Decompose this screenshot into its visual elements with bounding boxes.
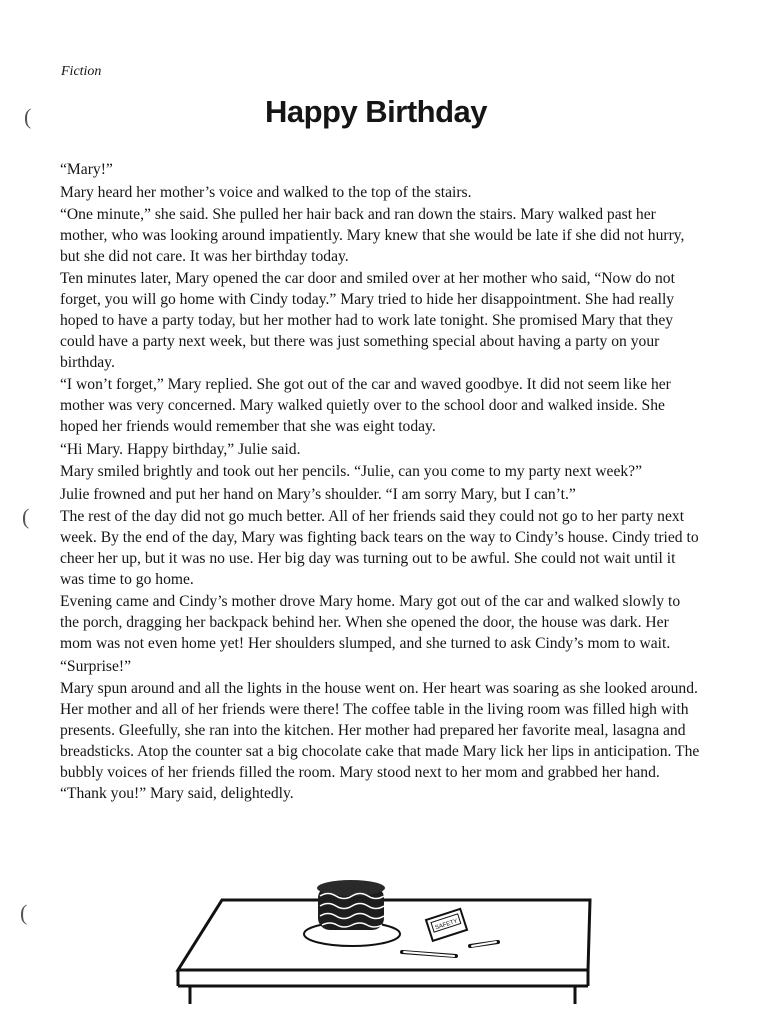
story-paragraph: “One minute,” she said. She pulled her hair back and ran down the stairs. Mary walked past her mother, who was looking around impatiently. Mary knew that she would be late if she did not hurry, but she did not care. It was her birthday today. <box>60 206 685 265</box>
story-paragraph: “Mary!” <box>60 161 113 178</box>
story-paragraph: Mary heard her mother’s voice and walked to the top of the stairs. <box>60 183 472 201</box>
matchbox <box>426 909 467 941</box>
story-paragraph: Julie frowned and put her hand on Mary’s shoulder. “I am sorry Mary, but I can’t.” <box>60 485 576 503</box>
candle <box>402 952 456 956</box>
story-paragraph: Evening came and Cindy’s mother drove Mary home. Mary got out of the car and walked slowly to the porch, dragging her backpack behind her. When she opened the door, the house was dark. Her mom was not even home yet! Her shoulders slumped, and she turned to ask Cindy’s mom to wait. <box>60 593 681 653</box>
margin-mark: ( <box>24 104 32 129</box>
story-title: Happy Birthday <box>264 94 488 129</box>
cake-table-illustration <box>170 876 610 1016</box>
chocolate-cake <box>317 880 385 930</box>
genre-label: Fiction <box>61 64 102 79</box>
story-body <box>60 160 700 806</box>
candle <box>470 942 498 946</box>
story-paragraph: “Surprise!” <box>60 657 132 675</box>
margin-mark: ( <box>22 504 30 529</box>
margin-mark: ( <box>20 900 28 925</box>
story-paragraph: Mary spun around and all the lights in the house went on. Her heart was soaring as she looked around. Her mother and all of her friends were there! The coffee table in the living room was filled high with presents. Gleefully, she ran into the kitchen. Her mother had prepared her favorite meal, lasagna and breadsticks. Atop the counter sat a big chocolate cake that made Mary lick her lips in anticipation. The bubbly voices of her friends filled the room. Mary stood next to her mom and grabbed her hand. “Thank you!” Mary said, delightedly. <box>60 680 700 802</box>
story-paragraph: The rest of the day did not go much better. All of her friends said they could not go to her party next week. By the end of the day, Mary was fighting back tears on the way to Cindy’s house. Cindy tried to cheer her up, but it was no use. Her big day was turning out to be awful. She could not wait until it was time to go home. <box>60 508 699 588</box>
story-paragraph: Ten minutes later, Mary opened the car door and smiled over at her mother who said, “Now do not forget, you will go home with Cindy today.” Mary tried to hide her disappointment. She had really hoped to have a party today, but her mother had to work late tonight. She promised Mary that they could have a party next week, but there was just something special about having a party on your birthday. <box>60 270 675 371</box>
story-paragraph: “I won’t forget,” Mary replied. She got out of the car and waved goodbye. It did not seem like her mother was very concerned. Mary walked quietly over to the school door and walked inside. She hoped her friends would remember that she was eight today. <box>60 376 671 436</box>
story-paragraph: Mary smiled brightly and took out her pencils. “Julie, can you come to my party next week?” <box>60 463 643 481</box>
story-paragraph: “Hi Mary. Happy birthday,” Julie said. <box>60 440 301 458</box>
matchbox-label: SAFETY <box>434 918 459 932</box>
